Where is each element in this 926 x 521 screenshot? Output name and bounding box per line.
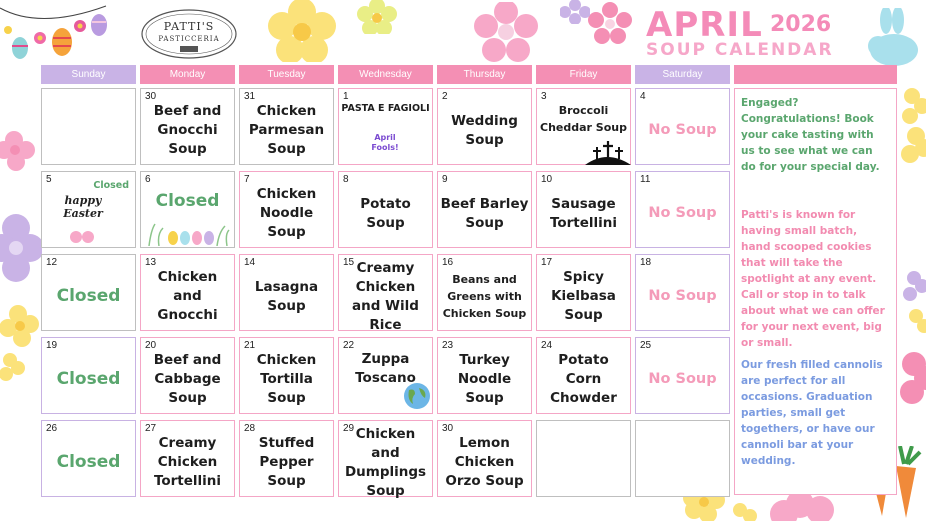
calendar-day-7 [239,171,334,248]
day-number: 9 [442,174,448,185]
side-panel-header [734,65,897,84]
happy-easter-badge: happy Easter [63,194,103,220]
soup-of-the-day: Creamy Chicken and Wild Rice [352,259,419,333]
soup-of-the-day: Beef Barley Soup [440,195,529,231]
closed-label: Closed [56,286,121,306]
logo-subtitle: PASTICCERIA [158,35,220,43]
calendar-day-11 [635,171,730,248]
day-number: 29 [343,423,355,434]
calendar-day-10 [536,171,631,248]
soup-of-the-day: Beef and Gnocchi Soup [153,103,222,157]
calendar-day-1 [338,88,433,165]
day-header-sunday: Sunday [41,65,136,84]
closed-label: Closed [155,191,220,211]
soup-of-the-day: Chicken and Dumplings Soup [344,425,427,499]
soup-of-the-day: Chicken Noodle Soup [256,186,317,240]
bunny-feet-icon [68,230,96,244]
day-number: 23 [442,340,454,351]
day-number: 24 [541,340,553,351]
pattis-pasticceria-logo [140,8,238,60]
soup-of-the-day: Chicken Tortilla Soup [256,352,317,406]
day-number: 28 [244,423,256,434]
soup-of-the-day: Wedding Soup [451,112,518,148]
calendar-day-23 [437,337,532,414]
calendar-day-13 [140,254,235,331]
calendar-day-28 [239,420,334,497]
logo-name: PATTI'S [163,20,215,33]
calendar-day-21 [239,337,334,414]
day-number: 27 [145,423,157,434]
soup-of-the-day: Potato Corn Chowder [550,352,617,406]
calendar-day-empty [41,88,136,165]
day-number: 14 [244,257,256,268]
day-number: 25 [640,340,652,351]
lavender-flower-decoration [560,0,590,24]
no-soup-label: No Soup [648,122,717,138]
day-header-saturday: Saturday [635,65,730,84]
closed-label: Closed [93,180,129,191]
small-yellow-flower-decoration [356,0,398,34]
day-number: 30 [145,91,157,102]
wedding-cake-promo: Engaged? Congratulations! Book your cake tasting with us to see what we can do for your special day. [741,97,880,173]
soup-of-the-day: PASTA E FAGIOLI [341,103,430,114]
side-info-panel [734,88,897,495]
day-number: 17 [541,257,553,268]
easter-eggs-grass-icon [145,216,231,246]
calendar-day-4 [635,88,730,165]
soup-of-the-day: Beef and Cabbage Soup [153,352,222,406]
calendar-day-9 [437,171,532,248]
calendar-day-29 [338,420,433,497]
day-number: 12 [46,257,58,268]
no-soup-label: No Soup [648,288,717,304]
calendar-day-18 [635,254,730,331]
no-soup-label: No Soup [648,371,717,387]
bunny-decoration [860,8,924,68]
calendar-month-title: APRIL [646,5,763,45]
day-number: 7 [244,174,250,185]
day-number: 3 [541,91,547,102]
soup-of-the-day: Lasagna Soup [254,278,319,314]
calendar-day-14 [239,254,334,331]
earth-globe-icon [403,382,431,410]
day-number: 10 [541,174,553,185]
left-flower-decoration [0,128,42,428]
cookies-promo: Patti's is known for having small batch, hand scooped cookies that will take the spotlight at any event. Call or stop in to talk about what we can offer for your next event, big or small. [741,209,885,349]
pink-flower-decoration-2 [588,2,632,46]
soup-of-the-day: Zuppa Toscano [355,350,416,386]
soup-of-the-day: Chicken Parmesan Soup [248,103,325,157]
yellow-flower-decoration [266,0,338,62]
day-number: 2 [442,91,448,102]
april-fools-badge: April Fools! [371,133,399,152]
day-number: 11 [640,174,651,185]
day-number: 31 [244,91,256,102]
calendar-day-20 [140,337,235,414]
day-number: 16 [442,257,454,268]
day-number: 13 [145,257,157,268]
calendar-day-30-mar [140,88,235,165]
calendar-day-15 [338,254,433,331]
calendar-day-empty [635,420,730,497]
closed-label: Closed [56,452,121,472]
pink-flower-decoration [474,2,538,62]
calendar-day-5 [41,171,136,248]
closed-label: Closed [56,369,121,389]
calendar-day-27 [140,420,235,497]
day-number: 5 [46,174,52,185]
soup-of-the-day: Broccoli Cheddar Soup [540,103,627,134]
day-number: 8 [343,174,349,185]
calendar-day-26 [41,420,136,497]
calendar-year: 2026 [770,12,832,37]
soup-of-the-day: Spicy Kielbasa Soup [551,269,616,323]
soup-of-the-day: Stuffed Pepper Soup [258,435,315,489]
day-number: 30 [442,423,454,434]
calendar-day-17 [536,254,631,331]
calendar-subtitle: SOUP CALENDAR [646,40,834,60]
day-number: 1 [343,91,349,102]
calendar-day-16 [437,254,532,331]
day-number: 4 [640,91,646,102]
day-number: 22 [343,340,355,351]
day-number: 20 [145,340,157,351]
day-number: 21 [244,340,256,351]
no-soup-label: No Soup [648,205,717,221]
day-number: 18 [640,257,652,268]
easter-egg-garland-decoration [0,0,110,66]
calendar-day-25 [635,337,730,414]
soup-of-the-day: Creamy Chicken Tortellini [153,435,222,489]
cannoli-promo: Our fresh filled cannolis are perfect for all occasions. Graduation parties, small get togethers, or have our cannoli bar at your wedding. [741,359,883,467]
calendar-day-24 [536,337,631,414]
calendar-day-2 [437,88,532,165]
calendar-day-3 [536,88,631,165]
calendar-day-31-mar [239,88,334,165]
calendar-day-empty [536,420,631,497]
day-number: 19 [46,340,58,351]
calendar-day-6 [140,171,235,248]
calendar-day-12 [41,254,136,331]
calendar-day-30 [437,420,532,497]
soup-of-the-day: Turkey Noodle Soup [457,352,512,406]
right-flower-decoration [896,88,926,508]
crosses-on-hill-icon [585,139,631,165]
day-header-wednesday: Wednesday [338,65,433,84]
calendar-day-8 [338,171,433,248]
day-header-friday: Friday [536,65,631,84]
day-header-monday: Monday [140,65,235,84]
day-number: 15 [343,257,355,268]
soup-of-the-day: Chicken and Gnocchi [157,269,218,323]
calendar-day-19 [41,337,136,414]
soup-of-the-day: Sausage Tortellini [549,195,618,231]
day-header-thursday: Thursday [437,65,532,84]
soup-of-the-day: Lemon Chicken Orzo Soup [445,435,524,489]
day-number: 6 [145,174,151,185]
calendar-day-22 [338,337,433,414]
day-number: 26 [46,423,58,434]
day-header-tuesday: Tuesday [239,65,334,84]
soup-of-the-day: Potato Soup [360,195,411,231]
soup-of-the-day: Beans and Greens with Chicken Soup [442,273,527,320]
